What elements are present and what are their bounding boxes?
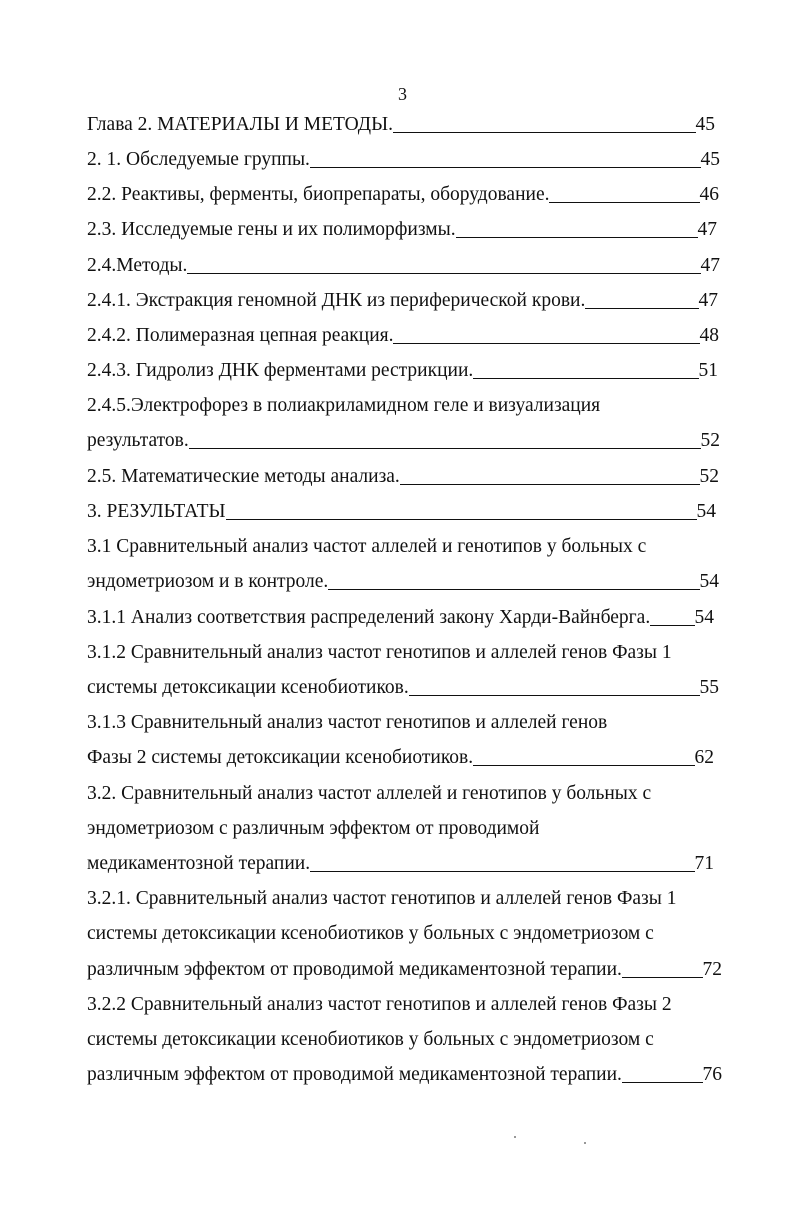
leader-line xyxy=(393,343,699,344)
toc-entry-page: 47 xyxy=(697,219,717,240)
toc-entry-text: эндометриозом и в контроле. xyxy=(87,571,329,592)
toc-entry-page: 76 xyxy=(702,1064,722,1085)
toc-entry-text: результатов. xyxy=(87,430,189,451)
toc-entry-text: системы детоксикации ксенобиотиков. xyxy=(87,677,409,698)
toc-entry-page: 51 xyxy=(698,360,718,381)
toc-entry xyxy=(87,429,720,453)
leader-line xyxy=(393,132,696,133)
toc-entry xyxy=(87,1063,722,1087)
leader-line xyxy=(310,871,694,872)
toc-entry xyxy=(87,218,717,242)
leader-line xyxy=(473,765,694,766)
toc-entry xyxy=(87,359,718,383)
toc-entry-page: 72 xyxy=(702,959,722,980)
leader-line xyxy=(328,589,699,590)
toc-entry-text: 2.3. Исследуемые гены и их полиморфизмы. xyxy=(87,219,456,240)
toc-entry xyxy=(87,465,719,489)
leader-line xyxy=(456,237,698,238)
toc-entry xyxy=(87,113,715,137)
toc-entry-text: 2.4.Методы. xyxy=(87,255,188,276)
leader-line xyxy=(549,202,699,203)
toc-entry-page: 71 xyxy=(694,853,714,874)
leader-line xyxy=(310,167,701,168)
leader-line xyxy=(187,273,700,274)
toc-entry-text: 3.2. Сравнительный анализ частот аллелей и генотипов у больных с xyxy=(87,783,652,804)
toc-entry xyxy=(87,148,720,172)
leader-line xyxy=(189,448,701,449)
toc-entry-text: 2.5. Математические методы анализа. xyxy=(87,466,400,487)
toc-entry-text: различным эффектом от проводимой медикаментозной терапии. xyxy=(87,959,622,980)
toc-entry-page: 45 xyxy=(700,149,720,170)
toc-entry xyxy=(87,852,714,876)
toc-entry xyxy=(87,958,722,982)
toc-entry xyxy=(87,676,719,700)
toc-entry-text: Фазы 2 системы детоксикации ксенобиотиков. xyxy=(87,747,474,768)
scan-speck xyxy=(584,1142,586,1144)
toc-entry-text: 3.1.2 Сравнительный анализ частот генотипов и аллелей генов Фазы 1 xyxy=(87,642,672,663)
toc-entry-text: 3.2.1. Сравнительный анализ частот генотипов и аллелей генов Фазы 1 xyxy=(87,888,677,909)
leader-line xyxy=(622,1082,703,1083)
toc-entry-page: 47 xyxy=(698,290,718,311)
toc-entry-page: 54 xyxy=(694,607,714,628)
toc-entry-text: эндометриозом с различным эффектом от проводимой xyxy=(87,818,540,839)
toc-entry-page: 52 xyxy=(700,430,720,451)
toc-entry-text: 3.1 Сравнительный анализ частот аллелей и генотипов у больных с xyxy=(87,536,647,557)
toc-entry xyxy=(87,746,714,770)
toc-entry-text: системы детоксикации ксенобиотиков у больных с эндометриозом с xyxy=(87,923,654,944)
toc-entry-text: системы детоксикации ксенобиотиков у больных с эндометриозом с xyxy=(87,1029,654,1050)
toc-entry-page: 54 xyxy=(699,571,719,592)
toc-entry xyxy=(87,570,719,594)
toc-entry-page: 47 xyxy=(700,255,720,276)
toc-entry-page: 46 xyxy=(699,184,719,205)
toc-entry-text: различным эффектом от проводимой медикаментозной терапии. xyxy=(87,1064,622,1085)
toc-entry-page: 55 xyxy=(699,677,719,698)
leader-line xyxy=(585,308,698,309)
leader-line xyxy=(400,484,700,485)
toc-entry-page: 54 xyxy=(696,501,716,522)
scan-speck xyxy=(514,1136,516,1138)
leader-line xyxy=(409,695,700,696)
toc-entry xyxy=(87,254,720,278)
toc-entry-text: 2.4.2. Полимеразная цепная реакция. xyxy=(87,325,394,346)
toc-entry-text: 2.2. Реактивы, ферменты, биопрепараты, оборудование. xyxy=(87,184,550,205)
toc-entry-text: 2.4.1. Экстракция геномной ДНК из периферической крови. xyxy=(87,290,586,311)
toc-entry-page: 48 xyxy=(699,325,719,346)
toc-entry xyxy=(87,289,718,313)
toc-entry xyxy=(87,500,716,524)
toc-entry-text: медикаментозной терапии. xyxy=(87,853,311,874)
toc-entry-text: 3. РЕЗУЛЬТАТЫ xyxy=(87,501,226,522)
leader-line xyxy=(473,378,698,379)
toc-entry-text: 3.2.2 Сравнительный анализ частот генотипов и аллелей генов Фазы 2 xyxy=(87,994,672,1015)
toc-entry-page: 45 xyxy=(695,114,715,135)
toc-entry xyxy=(87,606,714,630)
toc-entry-text: 3.1.1 Анализ соответствия распределений закону Харди-Вайнберга. xyxy=(87,607,651,628)
leader-line xyxy=(226,519,697,520)
toc-entry-text: 2.4.5.Электрофорез в полиакриламидном геле и визуализация xyxy=(87,395,601,416)
toc-entry-page: 52 xyxy=(699,466,719,487)
toc-entry-text: Глава 2. МАТЕРИАЛЫ И МЕТОДЫ. xyxy=(87,114,393,135)
toc-entry-text: 2. 1. Обследуемые группы. xyxy=(87,149,310,170)
page-number: 3 xyxy=(398,84,407,104)
toc-entry-page: 62 xyxy=(694,747,714,768)
toc-entry-text: 3.1.3 Сравнительный анализ частот генотипов и аллелей генов xyxy=(87,712,608,733)
toc-entry-text: 2.4.3. Гидролиз ДНК ферментами рестрикции. xyxy=(87,360,474,381)
leader-line xyxy=(622,977,703,978)
toc-entry xyxy=(87,183,719,207)
toc-entry xyxy=(87,324,719,348)
leader-line xyxy=(650,625,694,626)
